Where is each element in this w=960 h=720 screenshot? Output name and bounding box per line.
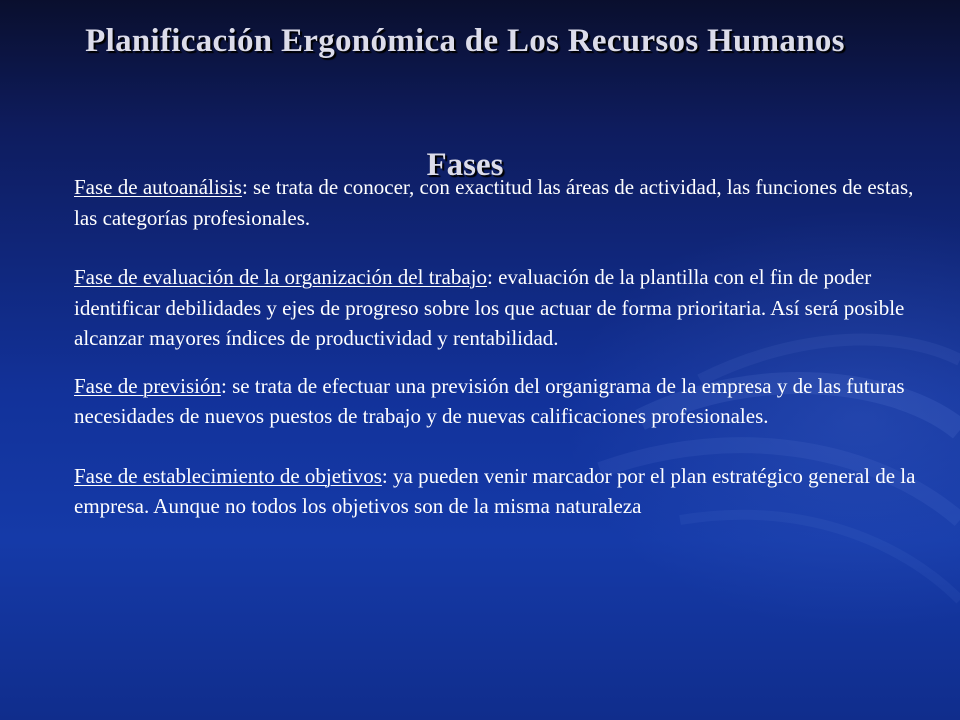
phase-objetivos xyxy=(74,461,920,522)
paragraph-spacer xyxy=(74,233,920,262)
phase-description: : ya pueden venir marcador por el plan estratégico general de la empresa. Aunque no todos los objetivos son de la misma naturaleza xyxy=(74,463,916,518)
slide-subtitle: Fases xyxy=(426,147,504,183)
phase-term: Fase de evaluación de la organización del trabajo xyxy=(74,265,488,289)
paragraph-spacer xyxy=(74,354,920,371)
phase-term: Fase de establecimiento de objetivos xyxy=(74,463,382,488)
phase-description: : se trata de efectuar una previsión del organigrama de la empresa y de las futuras necesidades de nuevos puestos de trabajo y de nuevas calificaciones profesionales. xyxy=(74,373,905,428)
slide-title: Planificación Ergonómica de Los Recursos Humanos xyxy=(85,23,845,59)
phase-description: : se trata de conocer, con exactitud las áreas de actividad, las funciones de estas, las categorías profesionales. xyxy=(74,175,914,230)
phase-evaluacion xyxy=(74,262,920,354)
phase-prevision xyxy=(74,371,920,432)
phases-content xyxy=(74,172,920,522)
phase-description: : evaluación de la plantilla con el fin de poder identificar debilidades y ejes de progreso sobre los que actuar de forma prioritaria. Así será posible alcanzar mayores índices de productividad y rentabilidad. xyxy=(74,265,905,350)
paragraph-spacer xyxy=(74,432,920,461)
phase-term: Fase de autoanálisis xyxy=(74,175,242,199)
phase-term: Fase de previsión xyxy=(74,373,221,398)
phase-autoanalisis xyxy=(74,172,920,233)
